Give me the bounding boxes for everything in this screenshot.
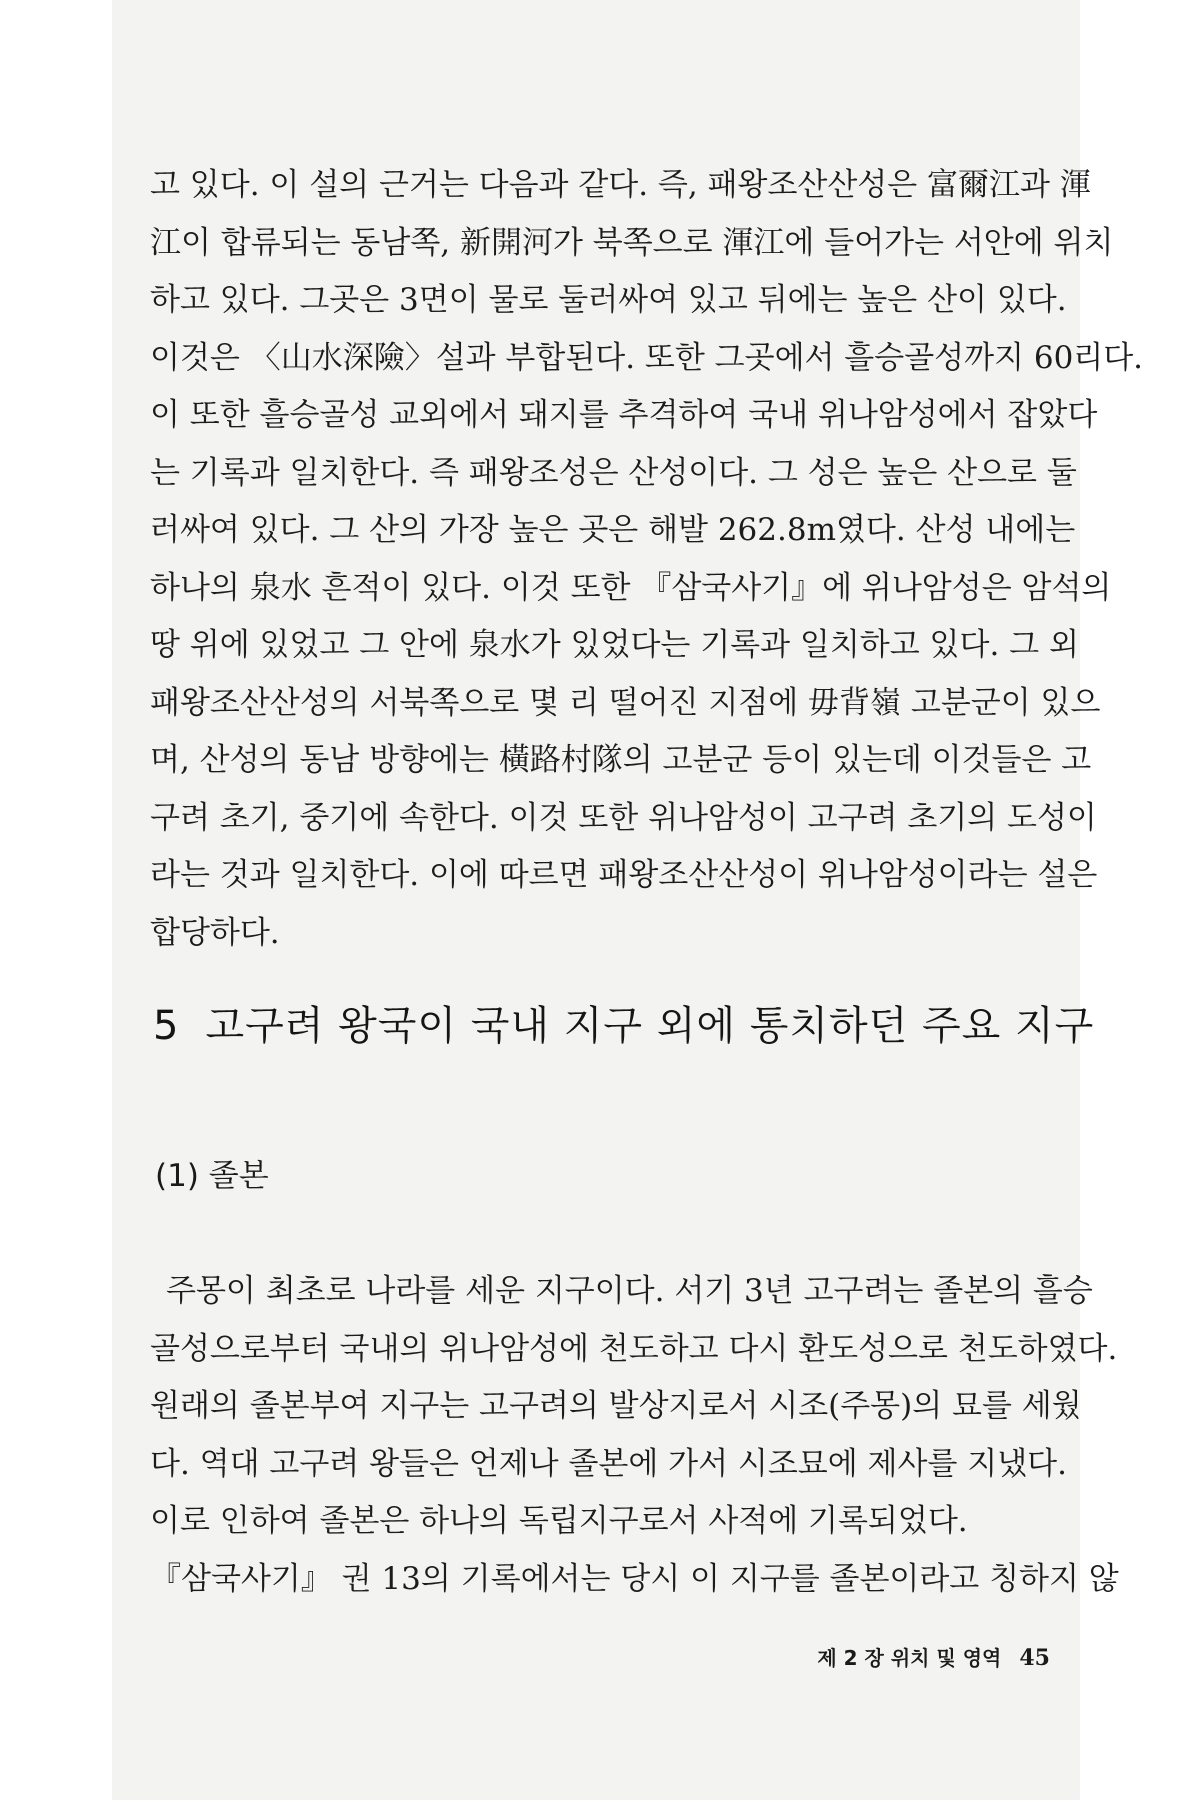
page-number: 45 [1019,1645,1050,1671]
text-line: 라는 것과 일치한다. 이에 따르면 패왕조산산성이 위나암성이라는 설은 [150,857,1098,893]
text-line: 구려 초기, 중기에 속한다. 이것 또한 위나암성이 고구려 초기의 도성이 [150,799,1097,836]
section-title: 고구려 왕국이 국내 지구 외에 통치하던 주요 지구 [205,1003,1095,1049]
text-line: 러싸여 있다. 그 산의 가장 높은 곳은 해발 262.8m였다. 산성 내에는 [150,512,1076,548]
page-footer [700,1642,1050,1671]
running-footer-chapter: 제 2 장 위치 및 영역 [817,1646,1002,1670]
text-line: 주몽이 최초로 나라를 세운 지구이다. 서기 3년 고구려는 졸본의 흘승 [166,1273,1093,1309]
text-line: 합당하다. [150,914,280,951]
text-line: 고 있다. 이 설의 근거는 다음과 같다. 즉, 패왕조산산성은 富爾江과 渾 [150,167,1091,203]
text-line: 는 기록과 일치한다. 즉 패왕조성은 산성이다. 그 성은 높은 산으로 둘 [150,454,1077,491]
text-line: 패왕조산산성의 서북쪽으로 몇 리 떨어진 지점에 毋背嶺 고분군이 있으 [150,684,1101,721]
text-line: 이 또한 흘승골성 교외에서 돼지를 추격하여 국내 위나암성에서 잡았다 [150,397,1098,433]
section-number: 5 [153,1003,180,1049]
text-line: 이로 인하여 졸본은 하나의 독립지구로서 사적에 기록되었다. [150,1503,968,1539]
body-paragraph-2 [150,1263,1119,1608]
text-line: 원래의 졸본부여 지구는 고구려의 발상지로서 시조(주몽)의 묘를 세웠 [150,1388,1082,1424]
subsection-heading: (1) 졸본 [155,1158,269,1194]
text-line: 하고 있다. 그곳은 3면이 물로 둘러싸여 있고 뒤에는 높은 산이 있다. [150,282,1067,318]
body-paragraph-1 [150,157,1144,962]
text-line: 이것은 〈山水深險〉설과 부합된다. 또한 그곳에서 흘승골성까지 60리다. [150,339,1144,376]
text-line: 골성으로부터 국내의 위나암성에 천도하고 다시 환도성으로 천도하였다. [150,1330,1118,1367]
text-line: 며, 산성의 동남 방향에는 橫路村隊의 고분군 등이 있는데 이것들은 고 [150,742,1092,778]
section-heading [153,994,1095,1051]
text-line: 하나의 泉水 흔적이 있다. 이것 또한 『삼국사기』에 위나암성은 암석의 [150,569,1112,606]
text-line: 다. 역대 고구려 왕들은 언제나 졸본에 가서 시조묘에 제사를 지냈다. [150,1445,1067,1482]
text-line: 江이 합류되는 동남쪽, 新開河가 북쪽으로 渾江에 들어가는 서안에 위치 [150,224,1114,261]
text-line: 『삼국사기』 권 13의 기록에서는 당시 이 지구를 졸본이라고 칭하지 않 [150,1560,1119,1597]
text-line: 땅 위에 있었고 그 안에 泉水가 있었다는 기록과 일치하고 있다. 그 외 [150,627,1079,663]
